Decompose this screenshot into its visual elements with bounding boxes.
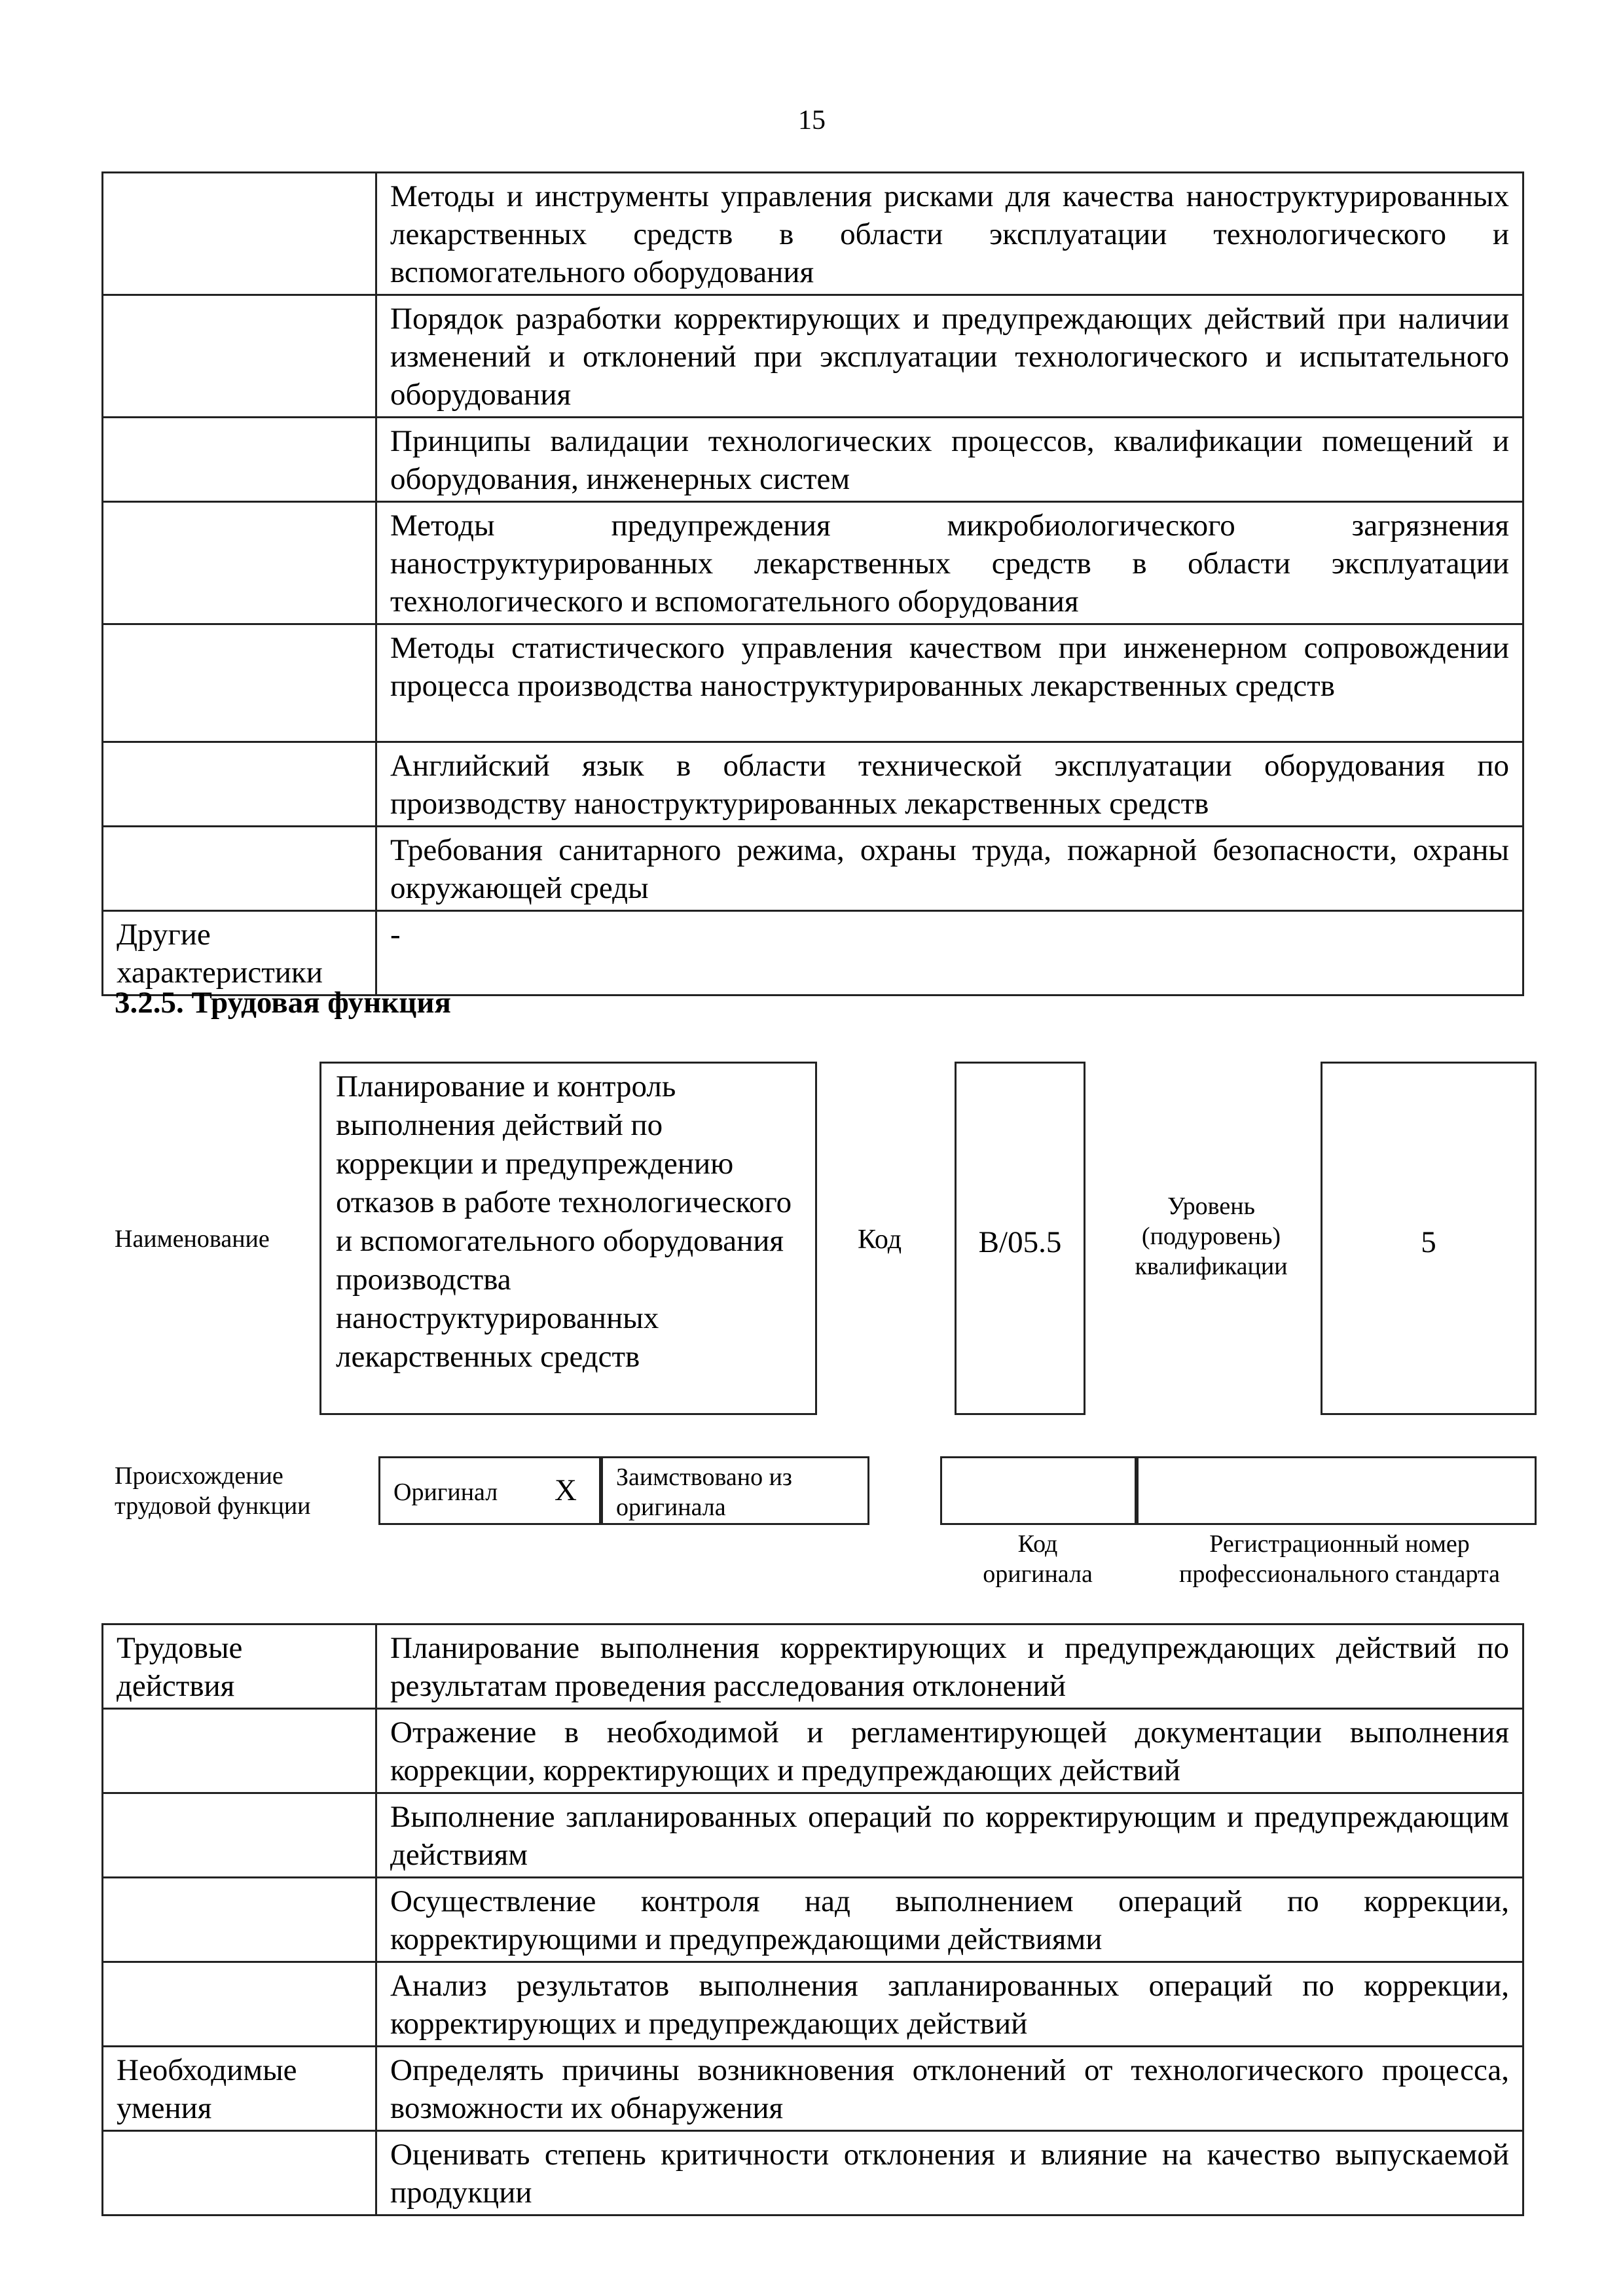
skills-label: Необходимые умения xyxy=(103,2047,376,2131)
table-row xyxy=(103,1793,1523,1878)
knowledge-item: Методы и инструменты управления рисками для качества наноструктурированных лекарственных средств в области эксплуатации технологического и вспомогательного оборудования xyxy=(376,173,1523,295)
knowledge-item: Английский язык в области технической эксплуатации оборудования по производству наноструктурированных лекарственных средств xyxy=(376,742,1523,827)
knowledge-item: Методы статистического управления качеством при инженерном сопровождении процесса производства наноструктурированных лекарственных средств xyxy=(376,624,1523,742)
reg-number-label: Регистрационный номер профессионального стандарта xyxy=(1179,1530,1500,1588)
action-item: Выполнение запланированных операций по корректирующим и предупреждающим действиям xyxy=(376,1793,1523,1878)
action-item: Анализ результатов выполнения запланированных операций по коррекции, корректирующих и предупреждающих действий xyxy=(376,1962,1523,2047)
label-cell-empty xyxy=(103,624,376,742)
code-original-label: Код оригинала xyxy=(983,1530,1093,1588)
original-label: Оригинал xyxy=(393,1479,498,1506)
other-characteristics-value: - xyxy=(376,911,1523,996)
action-item: Планирование выполнения корректирующих и предупреждающих действий по результатам проведения расследования отклонений xyxy=(376,1624,1523,1709)
original-mark: X xyxy=(555,1473,577,1507)
label-cell-empty xyxy=(103,742,376,827)
action-item: Отражение в необходимой и регламентирующей документации выполнения коррекции, корректирующих и предупреждающих действий xyxy=(376,1709,1523,1793)
reg-number-box xyxy=(1137,1456,1537,1525)
label-cell-empty xyxy=(103,1793,376,1878)
other-characteristics-label: Другие характеристики xyxy=(103,911,376,996)
table-row xyxy=(103,295,1523,418)
code-label: Код xyxy=(858,1225,902,1255)
function-name-box xyxy=(319,1062,817,1415)
function-name: Планирование и контроль выполнения действий по коррекции и предупреждению отказов в работе технологического и вспомогательного оборудования производства наноструктурированных лекарственных средств xyxy=(336,1069,792,1374)
skill-item: Определять причины возникновения отклонений от технологического процесса, возможности их обнаружения xyxy=(376,2047,1523,2131)
table-row xyxy=(103,1878,1523,1962)
skill-item: Оценивать степень критичности отклонения и влияние на качество выпускаемой продукции xyxy=(376,2131,1523,2215)
table-row xyxy=(103,742,1523,827)
origin-borrowed-box xyxy=(601,1456,869,1525)
table-row xyxy=(103,418,1523,502)
level-value-box xyxy=(1321,1062,1537,1415)
label-cell-empty xyxy=(103,173,376,295)
table-row xyxy=(103,911,1523,996)
knowledge-item: Методы предупреждения микробиологического загрязнения наноструктурированных лекарственных средств в области эксплуатации технологического и вспомогательного оборудования xyxy=(376,502,1523,624)
label-cell-empty xyxy=(103,295,376,418)
label-cell-empty xyxy=(103,1709,376,1793)
knowledge-table xyxy=(101,171,1524,996)
table-row xyxy=(103,2047,1523,2131)
table-row xyxy=(103,1709,1523,1793)
table-row xyxy=(103,2131,1523,2215)
origin-label: Происхождение трудовой функции xyxy=(115,1462,311,1520)
actions-label: Трудовые действия xyxy=(103,1624,376,1709)
name-label: Наименование xyxy=(115,1225,270,1253)
level-value: 5 xyxy=(1421,1225,1436,1259)
table-row xyxy=(103,1624,1523,1709)
label-cell-empty xyxy=(103,2131,376,2215)
label-cell-empty xyxy=(103,1878,376,1962)
table-row xyxy=(103,827,1523,911)
knowledge-item: Принципы валидации технологических процессов, квалификации помещений и оборудования, инженерных систем xyxy=(376,418,1523,502)
code-value: B/05.5 xyxy=(978,1225,1062,1259)
table-row xyxy=(103,624,1523,742)
table-row xyxy=(103,173,1523,295)
table-row xyxy=(103,1962,1523,2047)
action-item: Осуществление контроля над выполнением операций по коррекции, корректирующими и предупреждающими действиями xyxy=(376,1878,1523,1962)
borrowed-label: Заимствовано из оригинала xyxy=(616,1463,792,1521)
knowledge-item: Требования санитарного режима, охраны труда, пожарной безопасности, охраны окружающей среды xyxy=(376,827,1523,911)
table-row xyxy=(103,502,1523,624)
label-cell-empty xyxy=(103,1962,376,2047)
function-table xyxy=(101,1623,1524,2216)
section-title: 3.2.5. Трудовая функция xyxy=(115,986,451,1020)
label-cell-empty xyxy=(103,502,376,624)
origin-original-box xyxy=(378,1456,601,1525)
level-label: Уровень (подуровень) квалификации xyxy=(1135,1193,1288,1280)
code-original-box xyxy=(940,1456,1137,1525)
code-value-box xyxy=(955,1062,1085,1415)
page-number: 15 xyxy=(798,105,826,135)
label-cell-empty xyxy=(103,418,376,502)
knowledge-item: Порядок разработки корректирующих и предупреждающих действий при наличии изменений и отклонений при эксплуатации технологического и испытательного оборудования xyxy=(376,295,1523,418)
label-cell-empty xyxy=(103,827,376,911)
